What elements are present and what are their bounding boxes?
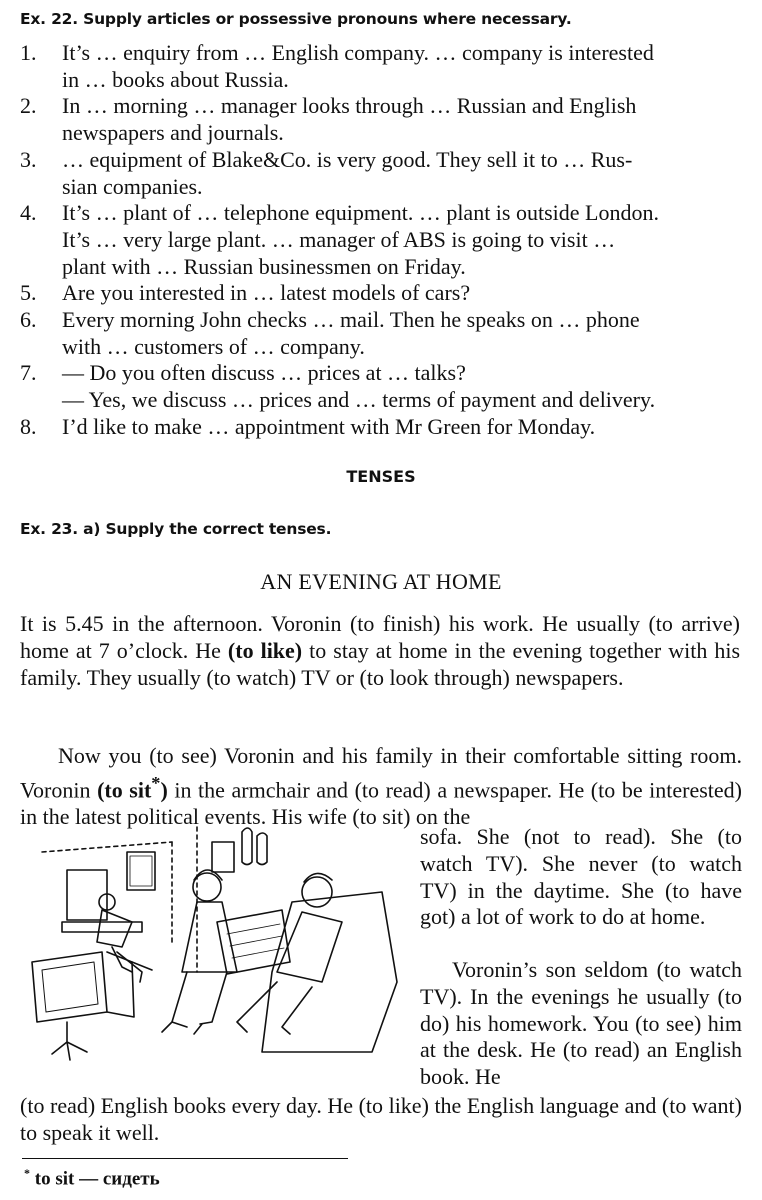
ex22-item: [0, 40, 742, 93]
ex22-item-line: In … morning … manager looks through … Russian and English: [62, 93, 637, 119]
p1-bold-verb: (to like): [227, 637, 303, 663]
ex22-item-number: 2.: [20, 93, 37, 119]
paragraph-5: (to read) English books every day. He (to like) the English language and (to want) to speak it well.: [20, 1093, 742, 1145]
ex22-item-line: sian companies.: [62, 173, 203, 199]
footnote-star: *: [24, 1166, 30, 1180]
ex22-item: [0, 360, 742, 413]
ex22-item-line: with … customers of … company.: [62, 333, 365, 359]
ex22-item-line: — Do you often discuss … prices at … talks?: [62, 360, 466, 386]
ex22-item-line: I’d like to make … appointment with Mr Green for Monday.: [62, 413, 596, 439]
footnote-marker: *: [151, 772, 161, 793]
paragraph-4: Voronin’s son seldom (to watch TV). In the evenings he usually (to do) his homework. You (to see) him at the desk. He (to read) an English book. He: [420, 957, 742, 1090]
paragraph-2: [20, 743, 742, 831]
ex22-item: [0, 147, 742, 200]
ex22-heading: Ex. 22. Supply articles or possessive pronouns where necessary.: [20, 10, 572, 28]
footnote-text: to sit — сидеть: [30, 1168, 160, 1190]
ex22-item-line: It’s … very large plant. … manager of ABS is going to visit …: [62, 226, 616, 252]
p2-text-c: in the armchair and (to read) a newspaper. He (to be interested) in the latest political events. His wife (to sit) on the: [20, 777, 742, 829]
ex22-item-line: It’s … plant of … telephone equipment. … plant is outside London.: [62, 200, 659, 226]
ex22-item-line: — Yes, we discuss … prices and … terms of payment and delivery.: [62, 387, 656, 413]
sofa-woman: [162, 870, 237, 1034]
ex22-item-number: 6.: [20, 307, 37, 333]
footnote: [24, 1166, 160, 1190]
ex22-item-line: newspapers and journals.: [62, 120, 284, 146]
ex22-item-line: … equipment of Blake&Co. is very good. They sell it to … Rus-: [62, 146, 633, 172]
ex22-item-line: Are you interested in … latest models of cars?: [62, 280, 471, 306]
p2-bold-close: ): [160, 777, 168, 803]
ex22-item-number: 3.: [20, 146, 37, 172]
story-title: AN EVENING AT HOME: [260, 569, 502, 594]
p1-text-a: It is 5.45 in the afternoon. Voronin (to finish) his work. He usually (to arrive) home at 7 o’clock. He: [20, 611, 740, 663]
family-illustration: [22, 822, 402, 1082]
ex22-item: [0, 280, 742, 307]
ex22-item: [0, 200, 742, 280]
ex22-item: [0, 93, 742, 146]
p2-bold-verb: (to sit: [97, 777, 152, 803]
ex23-heading: Ex. 23. a) Supply the correct tenses.: [20, 520, 332, 538]
footnote-divider: [22, 1158, 348, 1159]
ex22-item-number: 4.: [20, 200, 37, 226]
ex22-item: [0, 414, 742, 441]
ex22-item-number: 7.: [20, 360, 37, 386]
armchair-man: [217, 873, 397, 1052]
section-title: TENSES: [346, 467, 416, 486]
wall-lines: [42, 827, 197, 972]
ex22-item-number: 8.: [20, 413, 37, 439]
ex22-item-number: 1.: [20, 40, 37, 65]
ex22-item-line: in … books about Russia.: [62, 66, 289, 92]
tv-set: [32, 952, 134, 1060]
ex22-item: [0, 307, 742, 360]
paragraph-3: sofa. She (not to read). She (to watch TV). She never (to watch TV) in the daytime. She (to have got) a lot of work to do at home.: [420, 824, 742, 930]
ex22-list: [0, 40, 742, 441]
p2-text-a: Now you (to see) Voronin and his family in their comfortable sitting room. Voronin: [20, 743, 742, 803]
paragraph-1: [20, 611, 740, 691]
ex22-item-number: 5.: [20, 280, 37, 306]
p1-text-c: to stay at home in the evening together with his family. They usually (to watch) TV or (to look through) newspapers.: [20, 637, 741, 690]
ex22-item-line: Every morning John checks … mail. Then he speaks on … phone: [62, 307, 640, 333]
ex22-item-line: It’s … enquiry from … English company. … company is interested: [62, 40, 654, 65]
ex22-item-line: plant with … Russian businessmen on Friday.: [62, 253, 466, 279]
